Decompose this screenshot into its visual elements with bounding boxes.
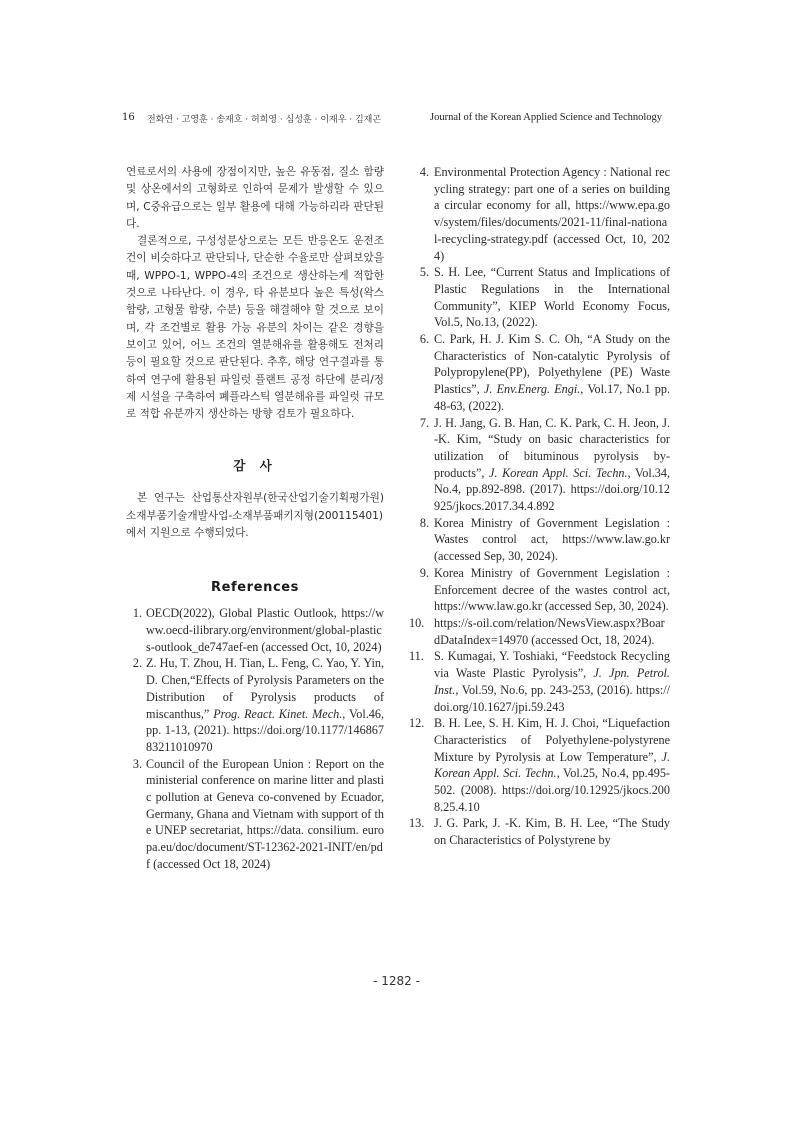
reference-journal: J. Env.Energ. Engi.	[483, 382, 581, 397]
reference-text: Council of the European Union : Report on the ministerial conference on marine litter and plastic pollution at Geneva co-convened by Ecuador, Germany, Ghana and Vietnam with support of the UNEP secretariat, https://data. consilium. europa.eu/doc/document/ST-12362-2021-INIT/en/pdf (accessed Oct 18, 2024)	[146, 756, 384, 871]
body-paragraph-1: 연료로서의 사용에 장점이지만, 높은 유동점, 질소 함량 및 상온에서의 고형화로 인하여 문제가 발생할 수 있으며, C중유급으로는 일부 활용에 대해 가능하리라 판단된다.	[126, 166, 384, 230]
reference-text: B. H. Lee, S. H. Kim, H. J. Choi, “Liquefaction Characteristics of Polyethylene-polystyrene Mixture by Pyrolysis at Low Temperature”,	[434, 716, 670, 764]
reference-item	[126, 756, 384, 873]
reference-number: 8.	[419, 515, 429, 530]
reference-text: S. Kumagai, Y. Toshiaki, “Feedstock Recycling via Waste Plastic Pyrolysis”,	[434, 649, 670, 681]
reference-journal: Prog. React. Kinet. Mech.	[213, 706, 343, 721]
header-page-number: 16	[122, 112, 135, 123]
reference-number: 12.	[409, 716, 425, 731]
reference-number: 4.	[419, 165, 429, 179]
reference-item	[416, 565, 670, 615]
reference-text: C. Park, H. J. Kim S. C. Oh, “A Study on the Characteristics of Non-catalytic Pyrolysis of Polypropylene(PP), Polyethylene (PE) Waste Plastics”,	[434, 332, 670, 397]
reference-details: , Vol.46, pp. 1-13, (2021). https://doi.org/10.1177/14686783211010970	[146, 706, 385, 754]
reference-journal: J. Korean Appl. Sci. Techn.	[489, 465, 628, 480]
reference-details: , Vol.17, No.1 pp. 48-63, (2022).	[434, 382, 670, 413]
reference-text: Environmental Protection Agency : National recycling strategy: part one of a series on building a circular economy for all, https://www.epa.gov/system/files/documents/2021-11/final-national-recycling-strategy.pdf (accessed Oct, 10, 2024)	[434, 165, 670, 263]
body-paragraph-2: 결론적으로, 구성성분상으로는 모든 반응온도 운전조건이 비슷하다고 판단되나, 단순한 수율로만 살펴보았을 때, WPPO-1, WPPO-4의 조건으로 생산하는게 적합한 것으로 나타난다. 이 경우, 타 유분보다 높은 특성(왁스 함량, 고형물 함량, 수분) 등을 해결해야 할 것으로 보이며, 각 조건별로 활용 가능 유분의 차이는 같은 경향을 보이고 있어, 어느 조건의 열분해유를 활용해도 전처리 등이 필요할 것으로 판단된다. 추후, 해당 연구결과를 통하여 연구에 활용된 파일럿 플랜트 공정 하단에 분리/정제 시설을 구축하여 폐플라스틱 열분해유를 파일럿 규모로 적합 유분까지 생산하는 방향 검토가 필요하다.	[126, 235, 384, 421]
reference-item	[126, 655, 384, 755]
reference-details: , Vol.59, No.6, pp. 243-253, (2016). https://doi.org/10.1627/jpi.59.243	[434, 682, 670, 714]
reference-number: 1.	[132, 606, 142, 621]
reference-text: https://s-oil.com/relation/NewsView.aspx?BoardDataIndex=14970 (accessed Oct, 18, 2024).	[434, 615, 665, 647]
acknowledgement-text: 본 연구는 산업통산자원부(한국산업기술기획평가원) 소재부품기술개발사업-소재부품패키지형(200115401)에서 지원으로 수행되었다.	[126, 492, 384, 540]
reference-details: , Vol.25, No.4, pp.495-502. (2008). https://doi.org/10.12925/jkocs.2008.25.4.10	[434, 766, 670, 814]
reference-number: 13.	[409, 816, 425, 831]
left-column	[126, 164, 384, 873]
page-footer-number: - 1282 -	[373, 974, 420, 988]
reference-text: J. H. Jang, G. B. Han, C. K. Park, C. H. Jeon, J. -K. Kim, “Study on basic characteristics for utilization of bituminous pyrolysis by-products”,	[434, 415, 670, 480]
reference-number: 5.	[419, 265, 429, 280]
reference-text: Z. Hu, T. Zhou, H. Tian, L. Feng, C. Yao, Y. Yin, D. Chen,“Effects of Pyrolysis Parameters on the Distribution of Pyrolysis products of miscanthus,”	[146, 656, 384, 721]
reference-number: 6.	[419, 332, 429, 347]
reference-number: 2.	[132, 656, 142, 671]
reference-item	[409, 648, 670, 715]
acknowledgement-heading: 감 사	[233, 458, 277, 474]
reference-journal: J. Korean Appl. Sci. Techn.	[434, 749, 670, 781]
reference-number: 9.	[419, 565, 429, 580]
reference-item	[416, 331, 670, 415]
reference-text: Korea Ministry of Government Legislation : Wastes control act, https://www.law.go.kr (accessed Sep, 30, 2024).	[434, 515, 670, 564]
reference-number: 11.	[409, 649, 424, 664]
reference-list-right	[409, 164, 670, 849]
right-column	[409, 164, 670, 849]
reference-text: S. H. Lee, “Current Status and Implications of Plastic Regulations in the International Community”, KIEP World Economy Focus, Vol.5, No.13, (2022).	[434, 265, 670, 330]
reference-item	[416, 415, 670, 515]
header-journal-title: Journal of the Korean Applied Science and Technology	[430, 112, 663, 123]
reference-number: 10.	[409, 615, 425, 630]
reference-item	[409, 715, 670, 815]
reference-text: Korea Ministry of Government Legislation : Enforcement decree of the wastes control act, https://www.law.go.kr (accessed Sep, 30, 2024).	[434, 565, 670, 614]
running-header	[0, 112, 793, 128]
reference-number: 3.	[132, 756, 142, 771]
reference-text: OECD(2022), Global Plastic Outlook, https://www.oecd-ilibrary.org/environment/global-plastics-outlook_de747aef-en (accessed Oct, 10, 2024)	[146, 606, 384, 654]
reference-item	[409, 615, 670, 648]
reference-item	[416, 164, 670, 264]
reference-text: J. G. Park, J. -K. Kim, B. H. Lee, “The Study on Characteristics of Polystyrene by	[434, 816, 670, 848]
reference-number: 7.	[419, 415, 429, 430]
reference-item	[126, 605, 384, 655]
header-authors: 전화연 · 고영훈 · 송재호 · 허희영 · 심성훈 · 이재우 · 김재곤	[147, 115, 382, 125]
reference-item	[416, 264, 670, 331]
reference-details: , Vol.34, No.4, pp.892-898. (2017). https://doi.org/10.12925/jkocs.2017.34.4.892	[434, 465, 670, 514]
references-heading: References	[210, 580, 300, 596]
reference-item	[416, 515, 670, 565]
reference-list-left	[126, 605, 384, 872]
reference-journal: J. Jpn. Petrol. Inst.	[434, 666, 670, 697]
reference-item	[409, 815, 670, 848]
